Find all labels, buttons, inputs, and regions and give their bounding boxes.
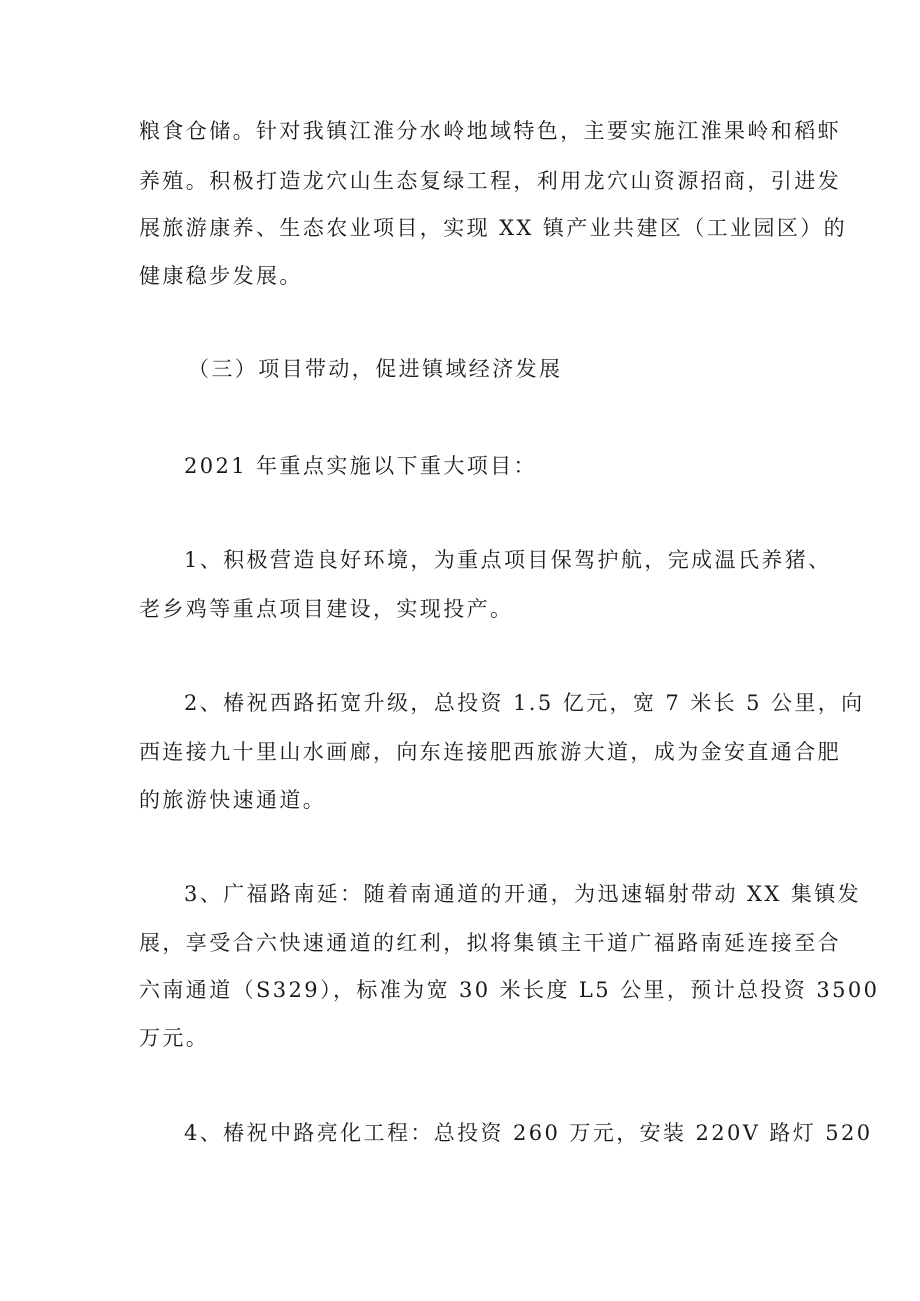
list-item-line: 老乡鸡等重点项目建设，实现投产。 (139, 597, 514, 621)
paragraph-line: 2021 年重点实施以下重大项目： (184, 454, 537, 478)
list-item-line: 3、广福路南延：随着南通道的开通，为迅速辐射带动 XX 集镇发 (184, 882, 862, 906)
paragraph-line: 健康稳步发展。 (139, 264, 303, 288)
list-item-line: 万元。 (139, 1026, 210, 1050)
list-item-line: 展，享受合六快速通道的红利，拟将集镇主干道广福路南延连接至合 (139, 931, 841, 955)
paragraph-line: 粮食仓储。针对我镇江淮分水岭地域特色，主要实施江淮果岭和稻虾 (139, 119, 841, 143)
list-item-line: 的旅游快速通道。 (139, 788, 327, 812)
list-item-line: 2、椿祝西路拓宽升级，总投资 1.5 亿元，宽 7 米长 5 公里，向 (184, 691, 865, 715)
list-item-line: 1、积极营造良好环境，为重点项目保驾护航，完成温氏养猪、 (184, 548, 832, 572)
paragraph-line: 展旅游康养、生态农业项目，实现 XX 镇产业共建区（工业园区）的 (139, 216, 848, 240)
paragraph-line: 养殖。积极打造龙穴山生态复绿工程，利用龙穴山资源招商，引进发 (139, 169, 841, 193)
list-item-line: 六南通道（S329），标准为宽 30 米长度 L5 公里，预计总投资 3500 (139, 978, 880, 1002)
section-heading: （三）项目带动，促进镇域经济发展 (188, 357, 563, 381)
list-item-line: 西连接九十里山水画廊，向东连接肥西旅游大道，成为金安直通合肥 (139, 740, 841, 764)
list-item-line: 4、椿祝中路亮化工程：总投资 260 万元，安装 220V 路灯 520 (184, 1121, 873, 1145)
